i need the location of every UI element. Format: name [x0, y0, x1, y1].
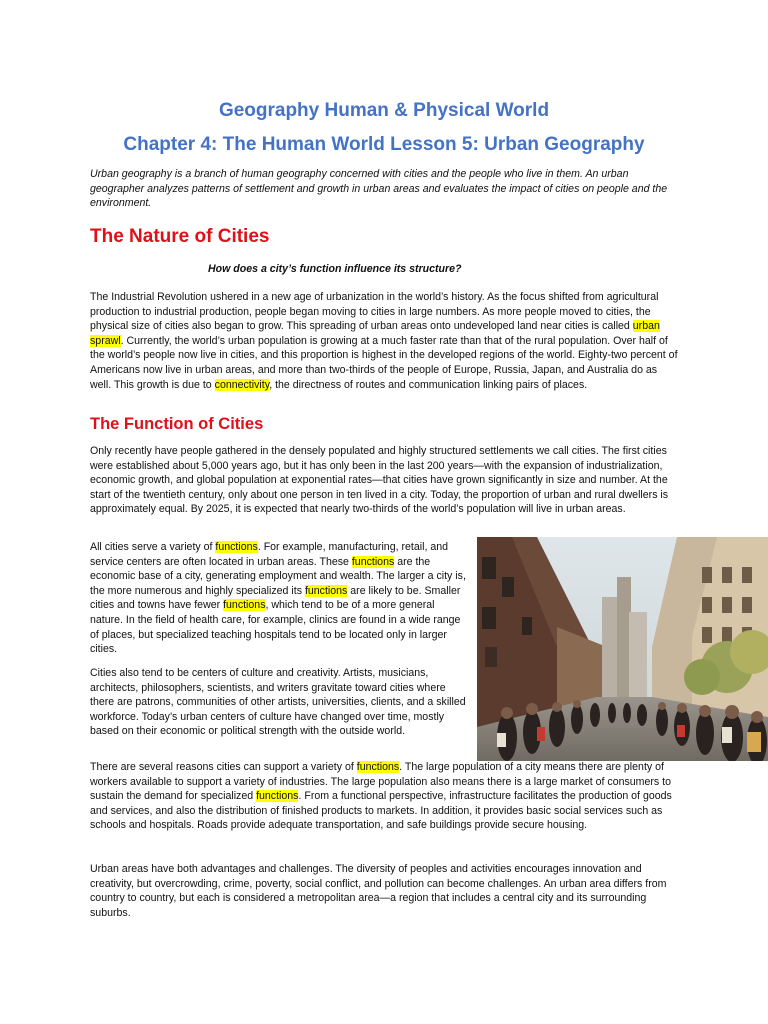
paragraph-culture-creativity: Cities also tend to be centers of culture and creativity. Artists, musicians, architects, philosophers, scientists, and writers gravitate toward cities where there are patrons, communities of other artists, universities, clients, and a skilled workforce. Today’s urban centers of culture have changed over time, mostly based on their economic or political strength with the outside world. — [90, 667, 466, 738]
paragraph-city-functions — [90, 540, 468, 657]
guiding-question: How does a city’s function influence its structure? — [208, 263, 462, 275]
highlighted-term-functions: functions — [223, 599, 266, 612]
highlighted-term-functions: functions — [351, 555, 395, 568]
chapter-title: Chapter 4: The Human World Lesson 5: Urban Geography — [123, 134, 645, 155]
text-run: , which tend to be of a more general nature. In the field of health care, for example, clinics are found in a wide range of places, but specialized teaching hospitals tend to be located only in larger cities. — [90, 599, 461, 656]
text-run: There are several reasons cities can support a variety of — [90, 761, 357, 773]
highlighted-term-connectivity: connectivity — [214, 378, 270, 391]
highlighted-term-urban-sprawl: urban sprawl — [90, 320, 660, 347]
text-run: are the economic base of a city, generating employment and wealth. The larger a city is, the more numerous and highly specialized its — [90, 555, 466, 597]
text-run: . Currently, the world’s urban population is growing at a much faster rate than that of the rural population. Over half of the world’s people now live in cities, and this proportion is highest in the developed regions of the world. Eighty-two percent of Americans now live in urban areas, and more than two-thirds of the people of Europe, Russia, Japan, and Australia do as well. This growth is due to — [90, 334, 678, 391]
text-run: , the directness of routes and communication linking pairs of places. — [269, 378, 588, 391]
paragraph-industrial-revolution — [90, 290, 678, 392]
highlighted-term-functions: functions — [304, 584, 348, 597]
paragraph-advantages-challenges: Urban areas have both advantages and challenges. The diversity of peoples and activities encourages innovation and creativity, but overcrowding, crime, poverty, social conflict, and pollution can become challenges. An urban area differs from country to country, but each is considered a metropolitan area—a region that includes a central city and its surrounding suburbs. — [90, 863, 667, 919]
highlighted-term-functions: functions — [356, 761, 400, 773]
text-run: All cities serve a variety of — [90, 541, 216, 553]
highlighted-term-functions: functions — [256, 790, 299, 803]
section-heading-nature-of-cities: The Nature of Cities — [90, 226, 270, 247]
section-heading-function-of-cities: The Function of Cities — [90, 415, 264, 433]
text-run: . The large population of a city means there are plenty of workers available to support a variety of industries. The large population also means there is a large market of consumers to sustain the demand for specialized — [90, 761, 671, 803]
text-run: . For example, manufacturing, retail, and service centers are often located in urban areas. These — [90, 541, 449, 568]
document-title: Geography Human & Physical World — [218, 100, 550, 121]
highlighted-term-functions: functions — [215, 541, 258, 553]
text-run: The Industrial Revolution ushered in a new age of urbanization in the world’s history. As the focus shifted from agricultural production to industrial production, people began moving to cities in large numbers. As more people moved to cities, the physical size of cities also began to grow. This spreading of urban areas onto undeveloped land near cities is called — [90, 291, 659, 333]
intro-paragraph: Urban geography is a branch of human geography concerned with cities and the people who live in them. An urban geographer analyzes patterns of settlement and growth in urban areas and evaluates the impact of cities on people and the environment. — [90, 168, 668, 209]
text-run: . From a functional perspective, infrastructure facilitates the production of goods and services, and also the distribution of finished products to markets. In addition, it provides basic social services such as schools and hospitals. Roads provide adequate transportation, and safe buildings provide secure housing. — [90, 790, 672, 832]
paragraph-first-cities: Only recently have people gathered in the densely populated and highly structured settlements we call cities. The first cities were established about 5,000 years ago, but it has only been in the last 200 years—with the expansion of industrialization, economic growth, and global population at exponential rates—that cities have grown significantly in size and number. At the start of the twentieth century, only about one person in ten lived in a city. Today, the proportion of urban and rural dwellers is approximately equal. By 2025, it is expected that nearly two-thirds of the world’s population will live in urban areas. — [90, 445, 669, 516]
text-run: are likely to be. Smaller cities and towns have fewer — [90, 584, 461, 612]
paragraph-support-functions — [90, 760, 678, 833]
city-street-photo — [477, 537, 768, 761]
